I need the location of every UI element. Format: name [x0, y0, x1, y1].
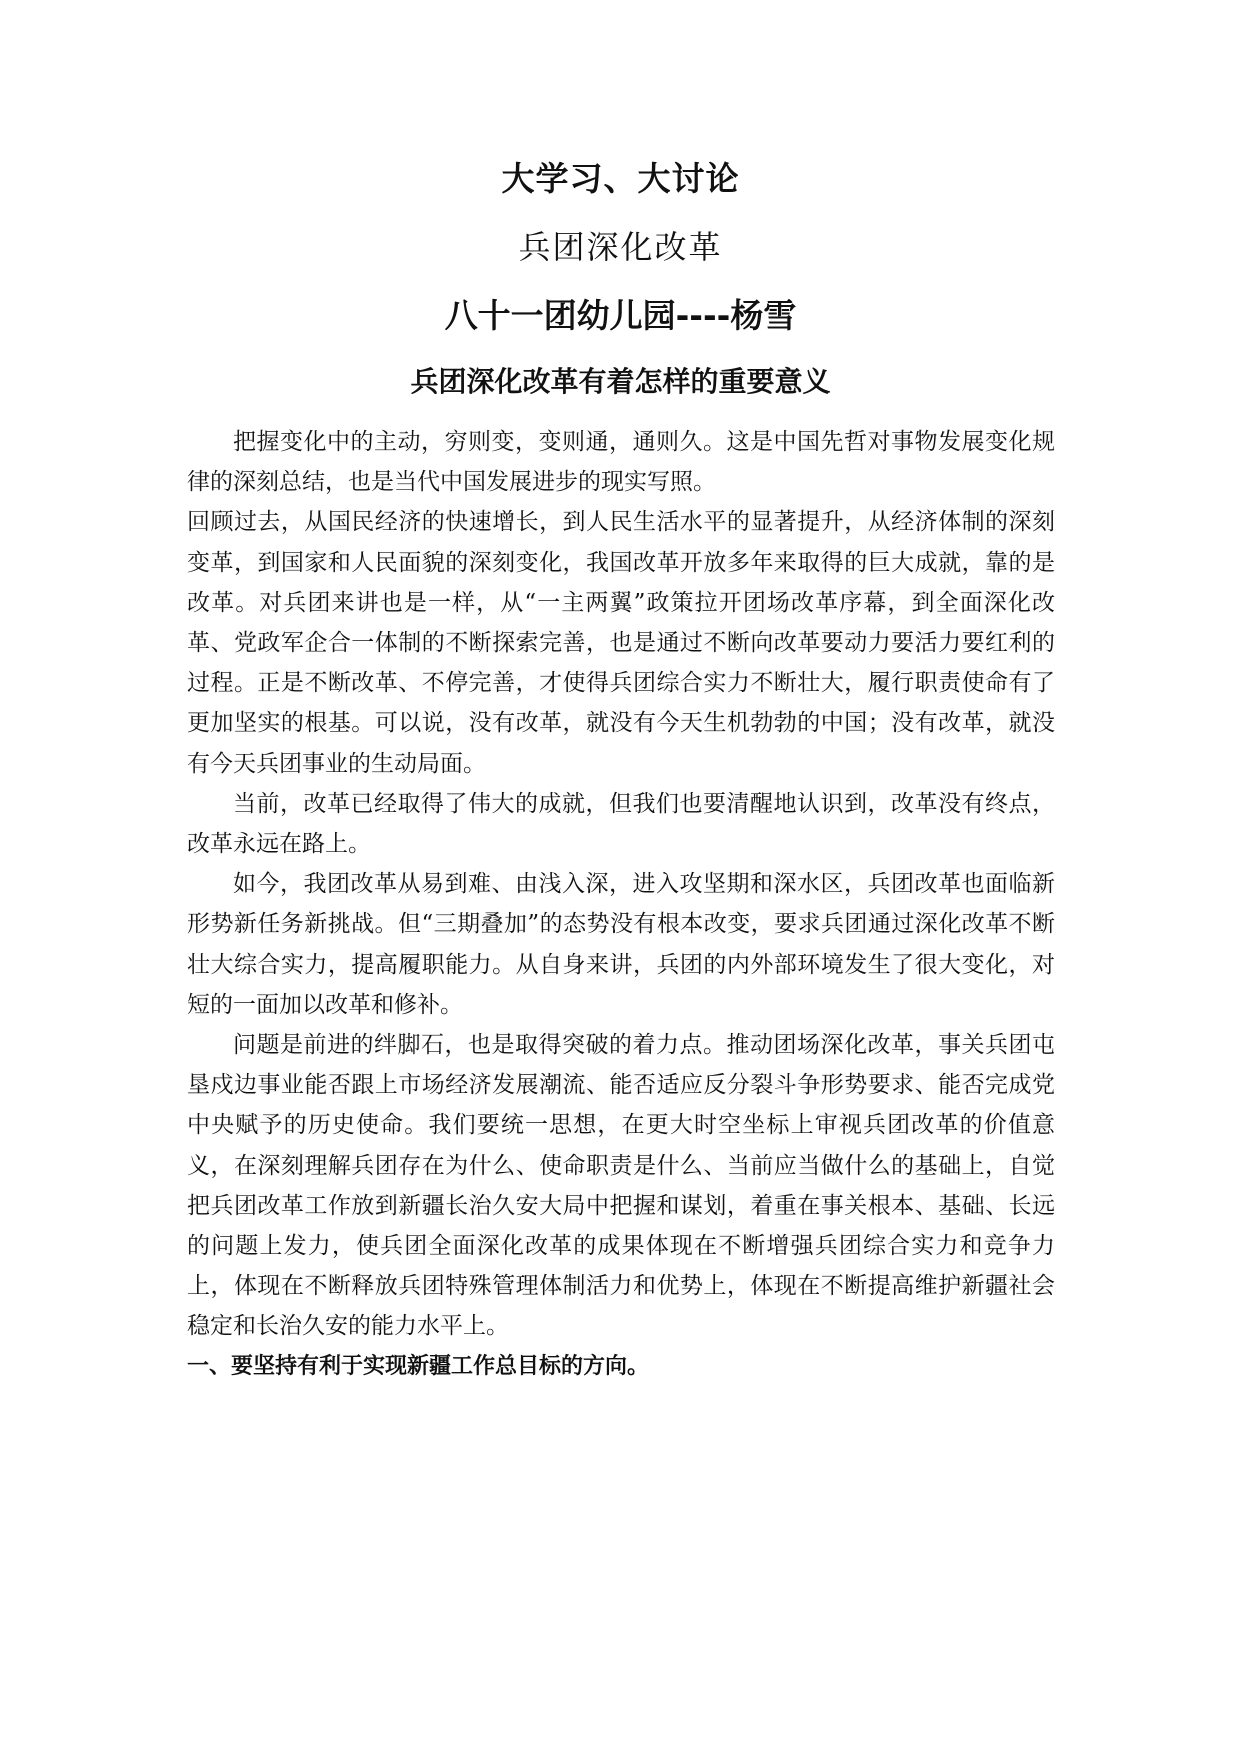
- paragraph-challenges: 如今，我团改革从易到难、由浅入深，进入攻坚期和深水区，兵团改革也面临新形势新任务新挑战。但“三期叠加”的态势没有根本改变，要求兵团通过深化改革不断壮大综合实力，提高履职能力。从自身来讲，兵团的内外部环境发生了很大变化，对短的一面加以改革和修补。: [187, 871, 1055, 1018]
- topic-heading: 兵团深化改革有着怎样的重要意义: [410, 365, 831, 398]
- paragraph-problems: 问题是前进的绊脚石，也是取得突破的着力点。推动团场深化改革，事关兵团屯垦戍边事业能否跟上市场经济发展潮流、能否适应反分裂斗争形势要求、能否完成党中央赋予的历史使命。我们要统一思想，在更大时空坐标上审视兵团改革的价值意义，在深刻理解兵团存在为什么、使命职责是什么、当前应当做什么的基础上，自觉把兵团改革工作放到新疆长治久安大局中把握和谋划，着重在事关根本、基础、长远的问题上发力，使兵团全面深化改革的成果体现在不断增强兵团综合实力和竞争力上，体现在不断释放兵团特殊管理体制活力和优势上，体现在不断提高维护新疆社会稳定和长治久安的能力水平上。: [187, 1032, 1055, 1340]
- document-subtitle: 兵团深化改革: [518, 228, 723, 266]
- paragraph-current: 当前，改革已经取得了伟大的成就，但我们也要清醒地认识到，改革没有终点，改革永远在路上。: [187, 790, 1055, 858]
- paragraph-intro: 把握变化中的主动，穷则变，变则通，通则久。这是中国先哲对事物发展变化规律的深刻总结，也是当代中国发展进步的现实写照。: [187, 429, 1055, 496]
- author-line: 八十一团幼儿园----杨雪: [444, 296, 797, 335]
- section-heading: 一、要坚持有利于实现新疆工作总目标的方向。: [187, 1353, 650, 1379]
- paragraph-review: 回顾过去，从国民经济的快速增长，到人民生活水平的显著提升，从经济体制的深刻变革，到国家和人民面貌的深刻变化，我国改革开放多年来取得的巨大成就，靠的是改革。对兵团来讲也是一样，从“一主两翼”政策拉开团场改革序幕，到全面深化改革、党政军企合一体制的不断探索完善，也是通过不断向改革要动力要活力要红利的过程。正是不断改革、不停完善，才使得兵团综合实力不断壮大，履行职责使命有了更加坚实的根基。可以说，没有改革，就没有今天生机勃勃的中国；没有改革，就没有今天兵团事业的生动局面。: [187, 509, 1055, 777]
- document-title: 大学习、大讨论: [501, 159, 740, 198]
- document-body: [187, 422, 1055, 1387]
